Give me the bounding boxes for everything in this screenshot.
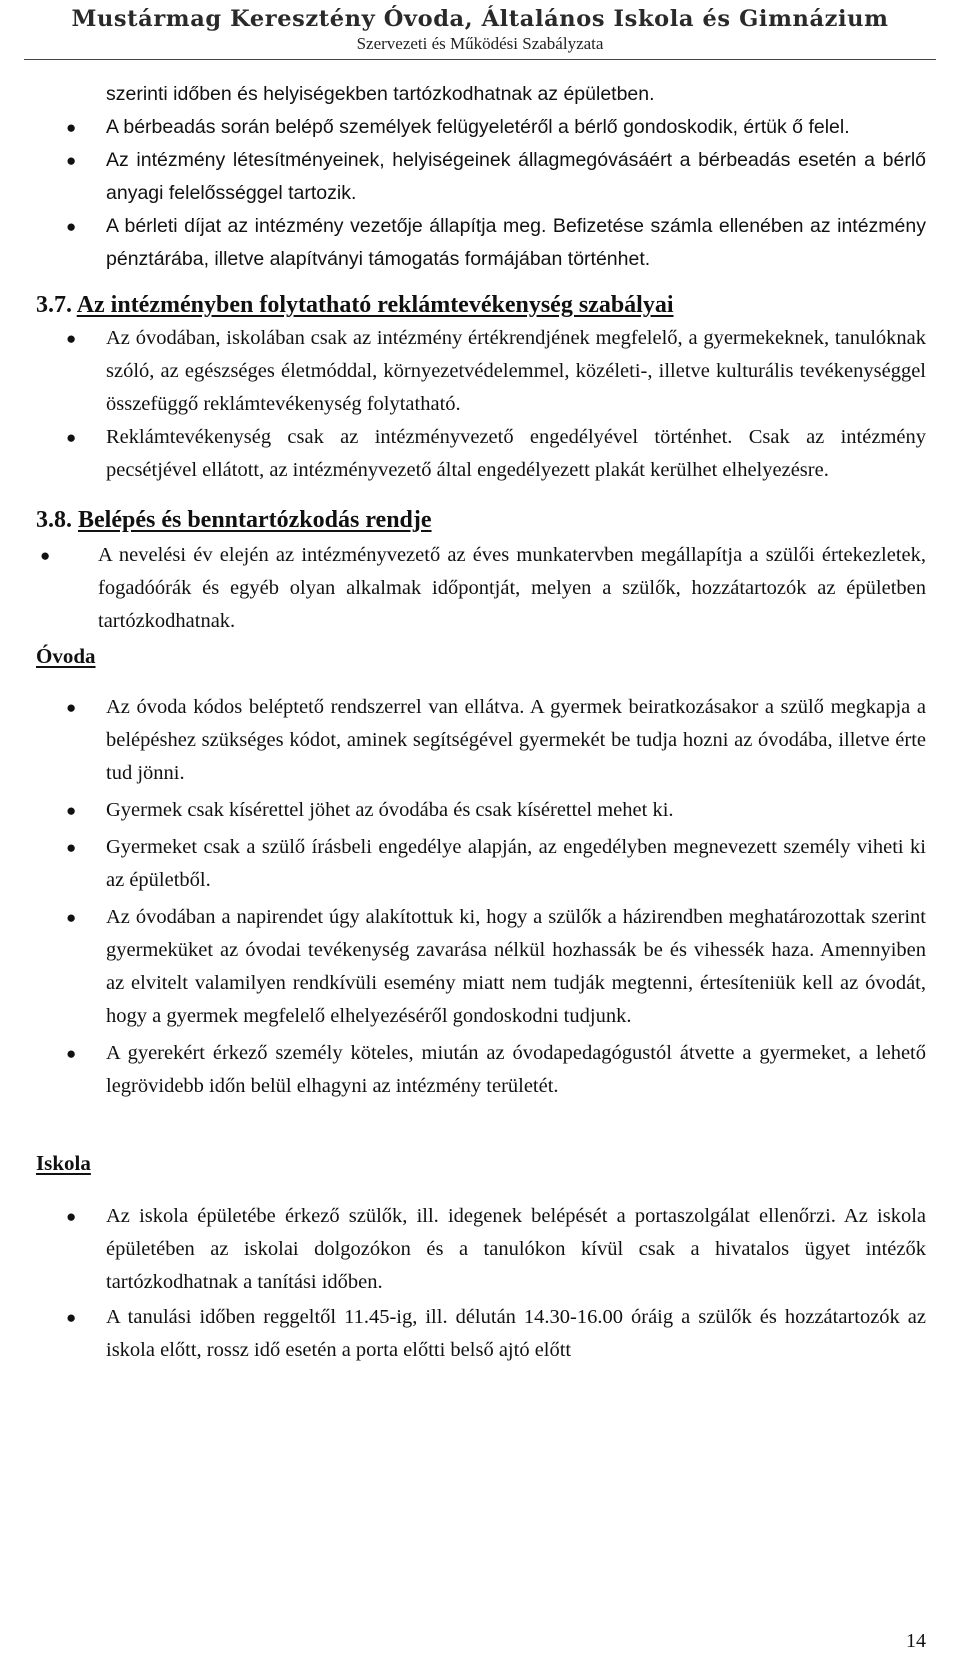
bullet-icon: ● bbox=[66, 329, 77, 348]
header-subtitle: Szervezeti és Működési Szabályzata bbox=[356, 34, 604, 53]
page-number: 14 bbox=[906, 1630, 926, 1652]
list-item-text: Gyermeket csak a szülő írásbeli engedélye alapján, az engedélyben megnevezett személy viheti ki az épületből. bbox=[106, 836, 926, 891]
list-item bbox=[36, 539, 926, 638]
bullet-icon: ● bbox=[66, 908, 77, 927]
bullet-icon: ● bbox=[40, 546, 51, 565]
ovoda-bullet-list bbox=[36, 691, 926, 1103]
bullet-icon: ● bbox=[66, 118, 77, 137]
section-title: Belépés és benntartózkodás rendje bbox=[78, 507, 432, 533]
bullet-icon: ● bbox=[66, 428, 77, 447]
list-item bbox=[36, 78, 926, 111]
list-item bbox=[36, 144, 926, 210]
bullet-icon: ● bbox=[66, 1044, 77, 1063]
list-item-text: Az óvodában a napirendet úgy alakítottuk ki, hogy a szülők a házirendben meghatározottak szerint gyermeküket az óvodai tevékenység zavarása nélkül hozhassák be és vihessék haza. Amennyiben az elvitelt valamilyen rendkívüli esemény miatt nem tudják megtenni, értesíteniük kell az óvodát, hogy a gyermek megfelelő elhelyezéséről gondoskodni tudjunk. bbox=[106, 906, 926, 1027]
list-item-text: szerinti időben és helyiségekben tartózkodhatnak az épületben. bbox=[106, 83, 655, 105]
bullet-icon: ● bbox=[66, 217, 77, 236]
list-item-text: Az óvodában, iskolában csak az intézmény értékrendjének megfelelő, a gyermekeknek, tanulóknak szóló, az egészséges életmóddal, környezetvédelemmel, közéleti-, illetve kulturális tevékenységgel összefüggő reklámtevékenység folytatható. bbox=[106, 327, 926, 415]
page-header bbox=[0, 6, 960, 54]
list-item-text: Az intézmény létesítményeinek, helyiségeinek állagmegóvásáért a bérbeadás esetén a bérlő anyagi felelősséggel tartozik. bbox=[106, 149, 926, 204]
intro-bullet-list bbox=[36, 78, 926, 276]
section-heading-3-7 bbox=[36, 290, 926, 320]
list-item bbox=[36, 1200, 926, 1299]
list-item bbox=[36, 901, 926, 1033]
section-number: 3.7. bbox=[36, 292, 72, 318]
list-item-text: Reklámtevékenység csak az intézményvezető engedélyével történhet. Csak az intézmény pecsétjével ellátott, az intézményvezető által engedélyezett plakát kerülhet elhelyezésre. bbox=[106, 426, 926, 481]
subsection-heading-ovoda: Óvoda bbox=[36, 644, 96, 668]
list-item-text: A tanulási időben reggeltől 11.45-ig, ill. délután 14.30-16.00 óráig a szülők és hozzátartozók az iskola előtt, rossz idő esetén a porta előtti belső ajtó előtt bbox=[106, 1306, 926, 1361]
list-item-text: A bérleti díjat az intézmény vezetője állapítja meg. Befizetése számla ellenében az intézmény pénztárába, illetve alapítványi támogatás formájában történhet. bbox=[106, 215, 926, 270]
bullet-icon: ● bbox=[66, 151, 77, 170]
bullet-icon: ● bbox=[66, 801, 77, 820]
header-divider bbox=[24, 59, 936, 60]
list-item bbox=[36, 322, 926, 421]
list-item-text: Az óvoda kódos beléptető rendszerrel van ellátva. A gyermek beiratkozásakor a szülő megkapja a belépéshez szükséges kódot, aminek segítségével gyermekét be tudja hozni az óvodába, illetve érte tud jönni. bbox=[106, 696, 926, 784]
section-3-7-bullet-list bbox=[36, 322, 926, 487]
list-item-text: Az iskola épületébe érkező szülők, ill. idegenek belépését a portaszolgálat ellenőrzi. Az iskola épületében az iskolai dolgozókon és a tanulókon kívül csak a hivatalos ügyet intézők tartózkodhatnak a tanítási időben. bbox=[106, 1205, 926, 1293]
list-item bbox=[36, 210, 926, 276]
list-item bbox=[36, 1037, 926, 1103]
bullet-icon: ● bbox=[66, 1308, 77, 1327]
iskola-bullet-list bbox=[36, 1200, 926, 1367]
section-heading-3-8 bbox=[36, 505, 926, 535]
list-item-text: A gyerekért érkező személy köteles, miután az óvodapedagógustól átvette a gyermeket, a lehető legrövidebb időn belül elhagyni az intézmény területét. bbox=[106, 1042, 926, 1097]
header-title: Mustármag Keresztény Óvoda, Általános Iskola és Gimnázium bbox=[71, 6, 889, 32]
list-item bbox=[36, 421, 926, 487]
list-item bbox=[36, 1301, 926, 1367]
subsection-heading-iskola: Iskola bbox=[36, 1151, 91, 1175]
list-item bbox=[36, 831, 926, 897]
list-item-text: A bérbeadás során belépő személyek felügyeletéről a bérlő gondoskodik, értük ő felel. bbox=[106, 116, 850, 138]
list-item bbox=[36, 691, 926, 790]
list-item-text: Gyermek csak kísérettel jöhet az óvodába és csak kísérettel mehet ki. bbox=[106, 799, 674, 821]
bullet-icon: ● bbox=[66, 698, 77, 717]
bullet-icon: ● bbox=[66, 838, 77, 857]
list-item bbox=[36, 794, 926, 827]
bullet-icon: ● bbox=[66, 1207, 77, 1226]
section-3-8-bullet-list bbox=[36, 539, 926, 638]
section-title: Az intézményben folytatható reklámtevékenység szabályai bbox=[76, 292, 674, 318]
list-item bbox=[36, 111, 926, 144]
list-item-text: A nevelési év elején az intézményvezető az éves munkatervben megállapítja a szülői értekezletek, fogadóórák és egyéb olyan alkalmak időpontját, melyen a szülők, hozzátartozók az épületben tartózkodhatnak. bbox=[98, 544, 926, 632]
section-number: 3.8. bbox=[36, 507, 72, 533]
document-body bbox=[36, 78, 926, 1367]
